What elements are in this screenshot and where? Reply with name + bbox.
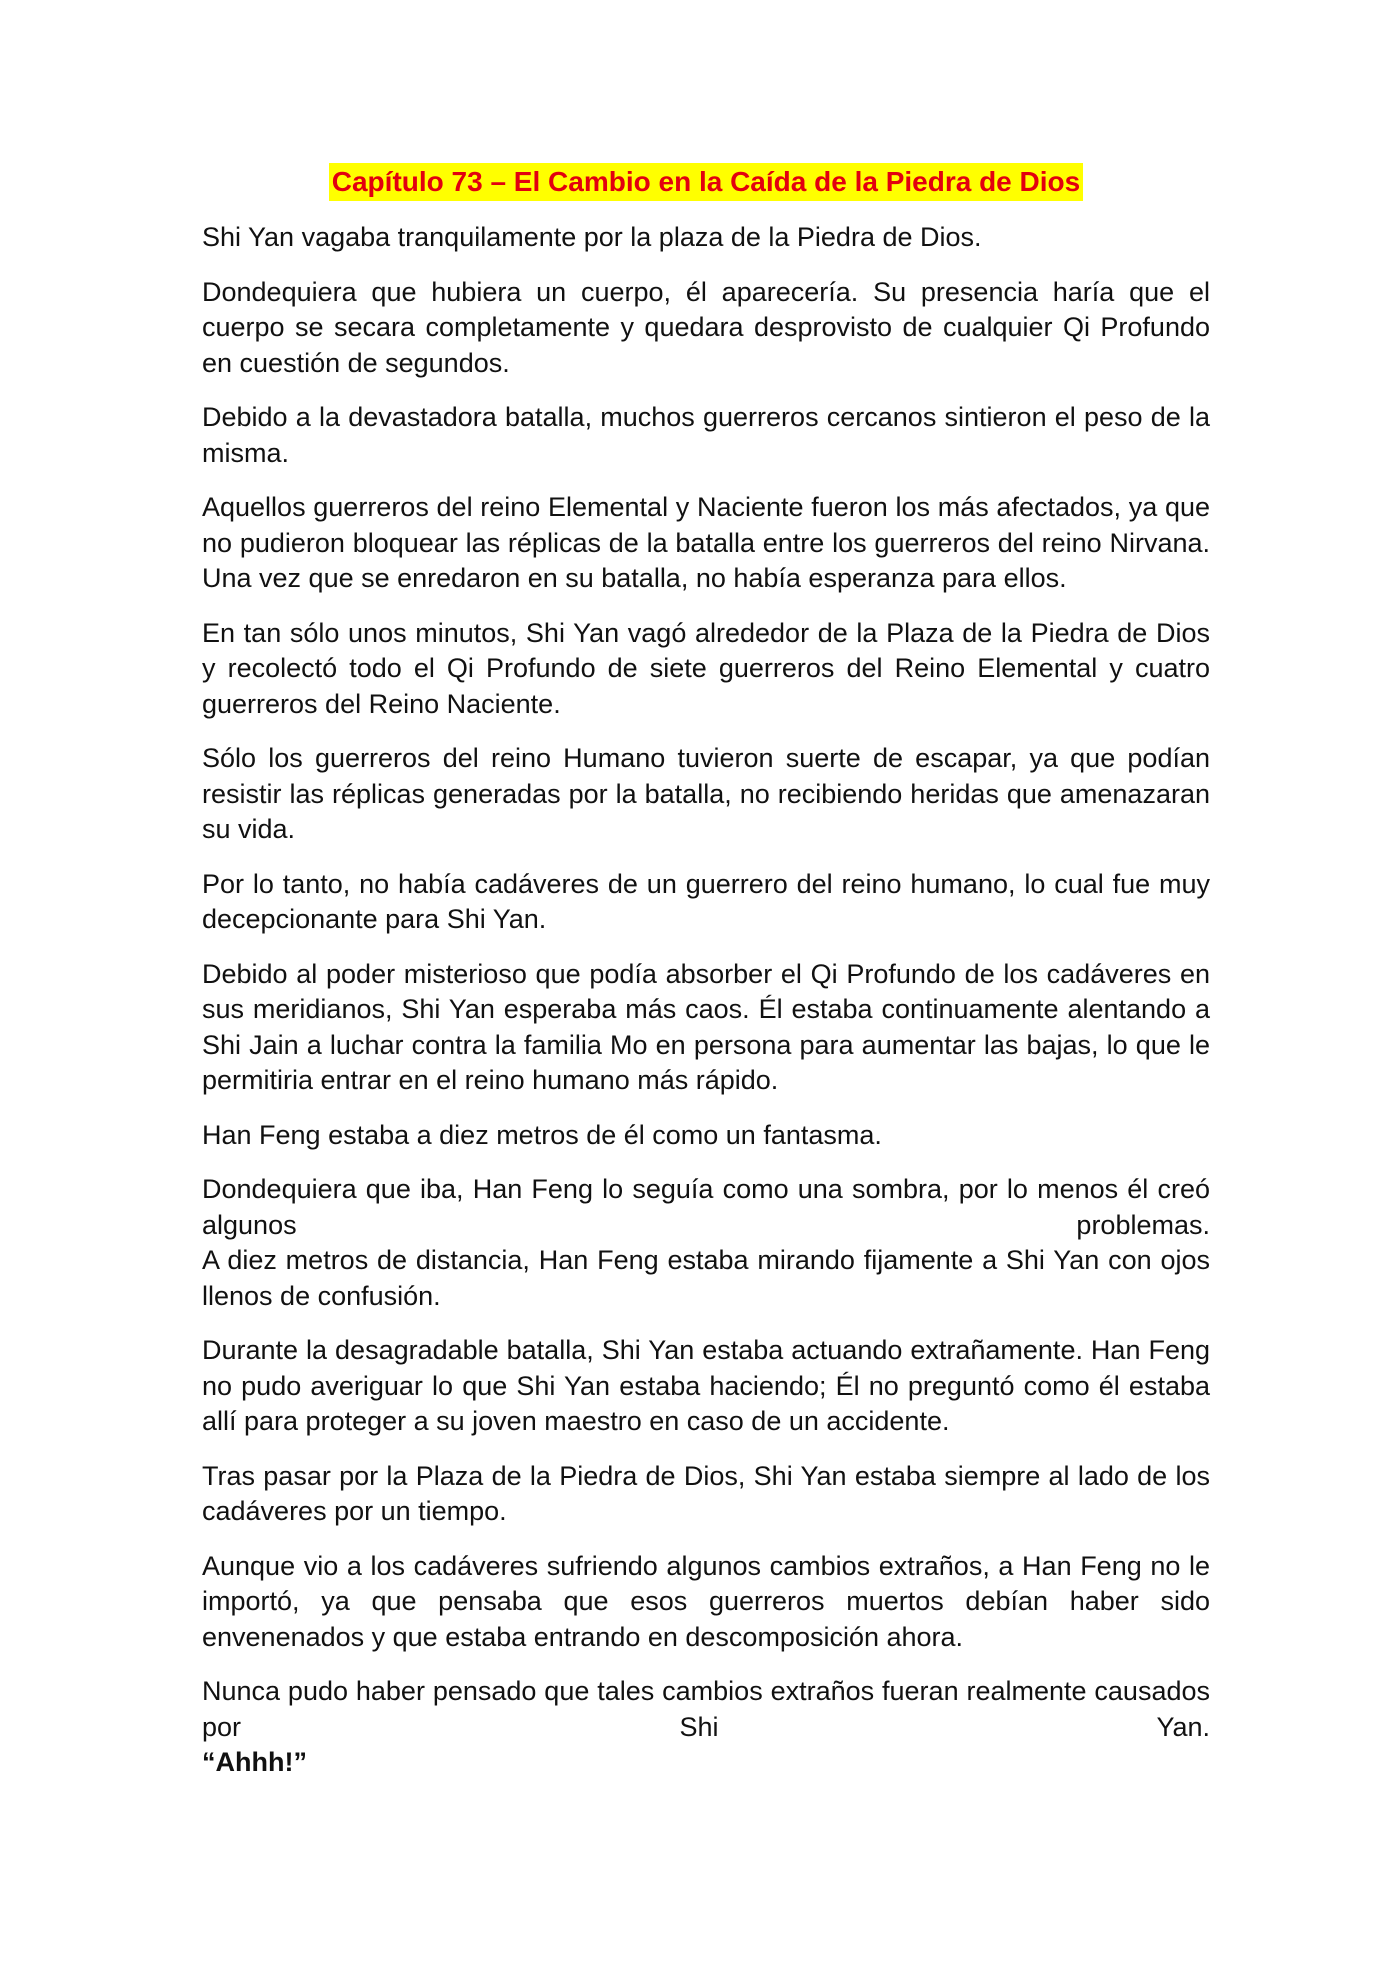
paragraph-14-text: Nunca pudo haber pensado que tales cambios extraños fueran realmente causados por Shi Yan. [202, 1676, 1210, 1742]
paragraph-8: Debido al poder misterioso que podía absorber el Qi Profundo de los cadáveres en sus meridianos, Shi Yan esperaba más caos. Él estaba continuamente alentando a Shi Jain a luchar contra la familia Mo en persona para aumentar las bajas, lo que le permitiria entrar en el reino humano más rápido. [202, 958, 1210, 1095]
chapter-title: Capítulo 73 – El Cambio en la Caída de la Piedra de Dios [329, 163, 1083, 201]
paragraph-11: Durante la desagradable batalla, Shi Yan estaba actuando extrañamente. Han Feng no pudo averiguar lo que Shi Yan estaba haciendo; Él no preguntó como él estaba allí para proteger a su joven maestro en caso de un accidente. [202, 1335, 1210, 1436]
paragraph-5: En tan sólo unos minutos, Shi Yan vagó alrededor de la Plaza de la Piedra de Dios y recolectó todo el Qi Profundo de siete guerreros del Reino Elemental y cuatro guerreros del Reino Naciente. [202, 617, 1210, 719]
paragraph-3: Debido a la devastadora batalla, muchos guerreros cercanos sintieron el peso de la misma. [202, 402, 1210, 468]
paragraph-2: Dondequiera que hubiera un cuerpo, él aparecería. Su presencia haría que el cuerpo se secara completamente y quedara desprovisto de cualquier Qi Profundo en cuestión de segundos. [202, 276, 1210, 378]
paragraph-14 [202, 1674, 1210, 1781]
paragraph-13: Aunque vio a los cadáveres sufriendo algunos cambios extraños, a Han Feng no le importó, ya que pensaba que esos guerreros muertos debían haber sido envenenados y que estaba entrando en descomposición ahora. [202, 1550, 1210, 1652]
paragraph-12: Tras pasar por la Plaza de la Piedra de Dios, Shi Yan estaba siempre al lado de los cadáveres por un tiempo. [202, 1460, 1210, 1526]
paragraph-4: Aquellos guerreros del reino Elemental y Naciente fueron los más afectados, ya que no pudieron bloquear las réplicas de la batalla entre los guerreros del reino Nirvana. Una vez que se enredaron en su batalla, no había esperanza para ellos. [202, 492, 1210, 593]
paragraph-6: Sólo los guerreros del reino Humano tuvieron suerte de escapar, ya que podían resistir las réplicas generadas por la batalla, no recibiendo heridas que amenazaran su vida. [202, 743, 1210, 844]
paragraph-10 [202, 1172, 1210, 1314]
paragraph-7: Por lo tanto, no había cadáveres de un guerrero del reino humano, lo cual fue muy decepcionante para Shi Yan. [202, 868, 1210, 934]
paragraph-9: Han Feng estaba a diez metros de él como un fantasma. [202, 1119, 882, 1150]
document-body [202, 162, 1210, 1781]
exclamation-line: “Ahhh!” [202, 1747, 307, 1777]
chapter-title-row [202, 162, 1210, 202]
paragraph-1: Shi Yan vagaba tranquilamente por la plaza de la Piedra de Dios. [202, 222, 982, 252]
paragraph-10-rest: A diez metros de distancia, Han Feng estaba mirando fijamente a Shi Yan con ojos llenos de confusión. [202, 1245, 1210, 1311]
paragraph-10-line-1: Dondequiera que iba, Han Feng lo seguía como una sombra, por lo menos él creó algunos problemas. [202, 1174, 1210, 1240]
